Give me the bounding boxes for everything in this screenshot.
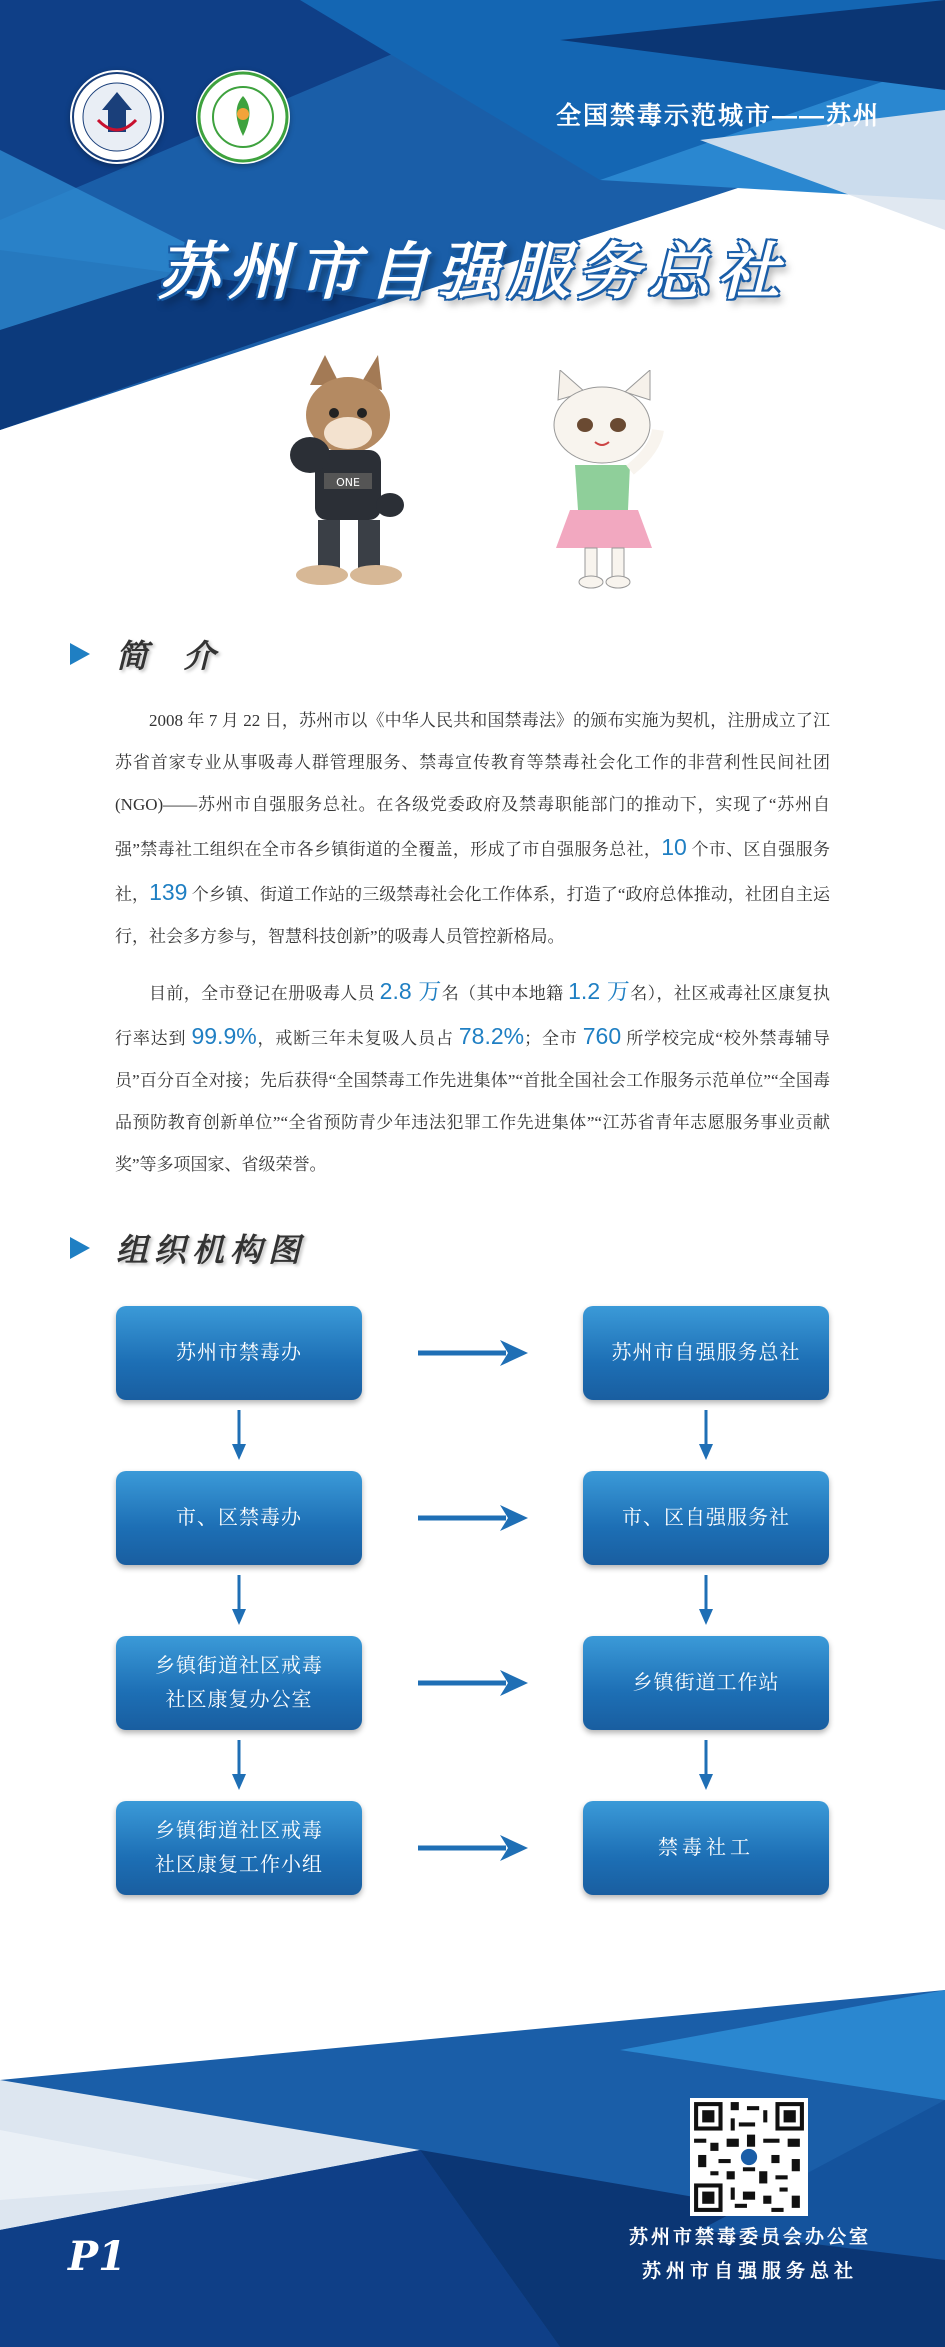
svg-text:ONE: ONE (336, 476, 360, 489)
org-box-left-3: 乡镇街道社区戒毒 社区康复办公室 (116, 1636, 362, 1730)
org-box-left-1: 苏州市禁毒办 (116, 1306, 362, 1400)
stat-local-users: 1.2 万 (568, 978, 631, 1004)
arrow-down-icon (229, 1575, 249, 1625)
arrow-down-icon (229, 1410, 249, 1460)
org-chart-heading-text: 组织机构图 (116, 1231, 307, 1269)
stat-schools: 760 (582, 1023, 622, 1049)
org-box-right-1: 苏州市自强服务总社 (583, 1306, 829, 1400)
triangle-bullet-icon (70, 1237, 90, 1259)
org-box-right-3: 乡镇街道工作站 (583, 1636, 829, 1730)
org-box-left-2: 市、区禁毒办 (116, 1471, 362, 1565)
qr-code-icon (690, 2098, 808, 2216)
org-box-right-4: 禁毒社工 (583, 1801, 829, 1895)
intro-heading (70, 634, 227, 674)
arrow-down-icon (696, 1575, 716, 1625)
org-box-right-2: 市、区自强服务社 (583, 1471, 829, 1565)
narcotics-control-emblem-icon (70, 70, 164, 164)
arrow-down-icon (229, 1740, 249, 1790)
triangle-bullet-icon (70, 643, 90, 665)
arrow-right-icon (418, 1668, 528, 1698)
intro-paragraph-1: 2008 年 7 月 22 日，苏州市以《中华人民共和国禁毒法》的颁布实施为契机，注册成立了江苏省首家专业从事吸毒人群管理服务、禁毒宣传教育等禁毒社会化工作的非营利性民间社团 (NGO)——苏州市自强服务总社。在各级党委政府及禁毒职能部门的推动下，实现了“苏州自强”禁毒社工组织在全市各乡镇街道的全覆盖，形成了市自强服务总社，10 个市、区自强服务社，139 个乡镇、街道工作站的三级禁毒社会化工作体系，打造了“政府总体推动，社团自主运行，社会多方参与，智慧科技创新”的吸毒人员管控新格局。 (115, 711, 830, 946)
arrow-right-icon (418, 1338, 528, 1368)
arrow-down-icon (696, 1740, 716, 1790)
stat-abstinence-rate: 78.2% (458, 1023, 525, 1049)
org-box-left-4: 乡镇街道社区戒毒 社区康复工作小组 (116, 1801, 362, 1895)
stat-execution-rate: 99.9% (191, 1023, 257, 1049)
city-slogan: 全国禁毒示范城市——苏州 (555, 102, 880, 130)
arrow-right-icon (418, 1503, 528, 1533)
footer-org-1: 苏州市禁毒委员会办公室 (628, 2227, 871, 2248)
page-number: P1 (68, 2233, 126, 2280)
wolf-mascot-icon (270, 355, 430, 587)
footer-org-2: 苏州市自强服务总社 (641, 2261, 858, 2282)
self-strength-service-logo-icon (196, 70, 290, 164)
arrow-down-icon (696, 1410, 716, 1460)
intro-paragraph-2: 目前，全市登记在册吸毒人员 2.8 万名（其中本地籍 1.2 万名），社区戒毒社区康复执行率达到 99.9%，戒断三年未复吸人员占 78.2%；全市 760 所学校完成“校外禁毒辅导员”百分百全对接；先后获得“全国禁毒工作先进集体”“首批全国社会工作服务示范单位”“全国毒品预防教育创新单位”“全省预防青少年违法犯罪工作先进集体”“江苏省青年志愿服务事业贡献奖”等多项国家、省级荣誉。 (115, 978, 831, 1174)
arrow-right-icon (418, 1833, 528, 1863)
intro-heading-text: 简 介 (116, 637, 228, 675)
page-title: 苏州市自强服务总社 (157, 235, 788, 308)
stat-registered-users: 2.8 万 (379, 978, 442, 1004)
cat-mascot-icon (530, 370, 680, 590)
stat-workstations: 139 (149, 879, 188, 905)
org-chart-heading (70, 1228, 306, 1268)
stat-district-societies: 10 (661, 834, 687, 860)
